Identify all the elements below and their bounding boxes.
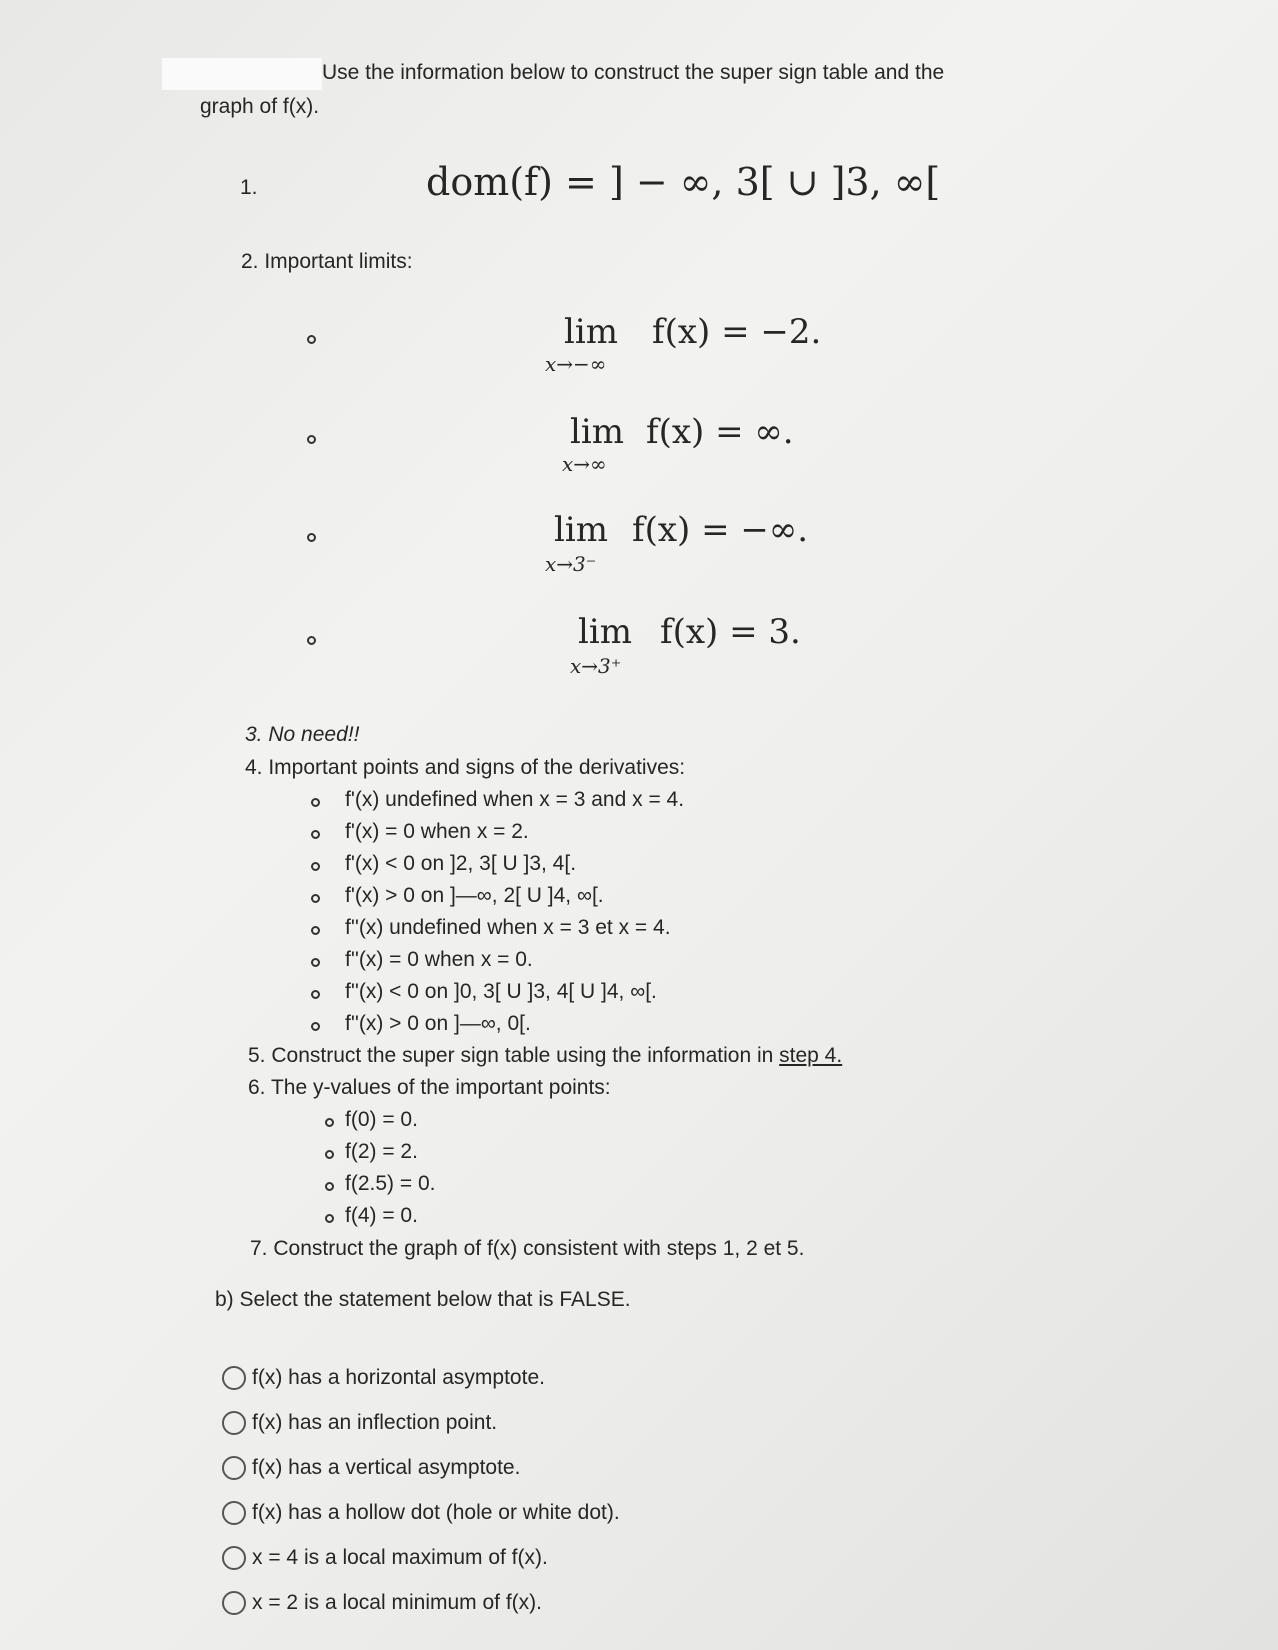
- intro-line-1: Use the information below to construct the super sign table and the: [322, 61, 945, 84]
- derivative-item: f'(x) > 0 on ]—∞, 2[ U ]4, ∞[.: [345, 884, 604, 907]
- redacted-area: [162, 58, 322, 90]
- option-4[interactable]: [222, 1501, 620, 1525]
- limit-2-sub: x→∞: [562, 452, 607, 476]
- option-label: f(x) has an inflection point.: [252, 1411, 498, 1434]
- option-label: x = 4 is a local maximum of f(x).: [252, 1546, 548, 1569]
- derivative-item: f'(x) undefined when x = 3 and x = 4.: [345, 788, 685, 811]
- option-1[interactable]: [222, 1366, 545, 1390]
- radio-icon[interactable]: [222, 1591, 246, 1615]
- y-value-item: f(2.5) = 0.: [345, 1172, 436, 1195]
- domain-formula: dom(f) = ] − ∞, 3[ ∪ ]3, ∞[: [426, 160, 941, 204]
- radio-icon[interactable]: [222, 1456, 246, 1480]
- limit-2-expr: f(x) = ∞.: [646, 412, 794, 452]
- step-5-label: 5. Construct the super sign table using the information in: [248, 1044, 774, 1067]
- derivative-item: f'(x) < 0 on ]2, 3[ U ]3, 4[.: [345, 852, 577, 875]
- bullet-icon: [311, 958, 320, 967]
- step-5-text: [248, 1044, 842, 1068]
- limit-1-word: lim: [564, 312, 618, 352]
- radio-icon[interactable]: [222, 1501, 246, 1525]
- derivative-item: f''(x) undefined when x = 3 et x = 4.: [345, 916, 671, 939]
- limit-3-sub: x→3⁻: [545, 552, 597, 576]
- option-label: x = 2 is a local minimum of f(x).: [252, 1591, 542, 1614]
- limit-1-sub: x→−∞: [545, 352, 607, 376]
- step-4-heading: 4. Important points and signs of the derivatives:: [245, 756, 686, 779]
- step-1-number: 1.: [240, 176, 258, 199]
- option-label: f(x) has a vertical asymptote.: [252, 1456, 521, 1479]
- option-3[interactable]: [222, 1456, 520, 1480]
- radio-icon[interactable]: [222, 1411, 246, 1435]
- y-value-item: f(2) = 2.: [345, 1140, 418, 1163]
- bullet-icon: [325, 1182, 334, 1191]
- question-text: b) Select the statement below that is FALSE.: [215, 1288, 631, 1311]
- limit-1-expr: f(x) = −2.: [652, 312, 822, 352]
- limit-3-word: lim: [554, 510, 608, 550]
- bullet-icon: [311, 830, 320, 839]
- bullet-icon: [311, 990, 320, 999]
- derivative-item: f''(x) > 0 on ]—∞, 0[.: [345, 1012, 531, 1035]
- option-label: f(x) has a hollow dot (hole or white dot).: [252, 1501, 620, 1524]
- y-value-item: f(0) = 0.: [345, 1108, 418, 1131]
- bullet-icon: [311, 926, 320, 935]
- limit-4-expr: f(x) = 3.: [660, 612, 801, 652]
- bullet-icon: [311, 894, 320, 903]
- step-2-heading: 2. Important limits:: [241, 250, 413, 273]
- bullet-icon: [311, 798, 320, 807]
- y-value-item: f(4) = 0.: [345, 1204, 418, 1227]
- bullet-icon: [311, 862, 320, 871]
- step-4-link[interactable]: step 4.: [779, 1044, 843, 1067]
- option-2[interactable]: [222, 1411, 497, 1435]
- bullet-icon: [307, 435, 316, 444]
- bullet-icon: [325, 1150, 334, 1159]
- limit-4-word: lim: [578, 612, 632, 652]
- bullet-icon: [325, 1118, 334, 1127]
- limit-3-expr: f(x) = −∞.: [632, 510, 809, 550]
- bullet-icon: [307, 533, 316, 542]
- step-6-heading: 6. The y-values of the important points:: [248, 1076, 611, 1099]
- bullet-icon: [307, 636, 316, 645]
- bullet-icon: [325, 1214, 334, 1223]
- option-label: f(x) has a horizontal asymptote.: [252, 1366, 545, 1389]
- step-7-text: 7. Construct the graph of f(x) consistent with steps 1, 2 et 5.: [250, 1237, 805, 1260]
- radio-icon[interactable]: [222, 1366, 246, 1390]
- derivative-item: f'(x) = 0 when x = 2.: [345, 820, 529, 843]
- option-5[interactable]: [222, 1546, 548, 1570]
- option-6[interactable]: [222, 1591, 542, 1615]
- derivative-item: f''(x) < 0 on ]0, 3[ U ]3, 4[ U ]4, ∞[.: [345, 980, 657, 1003]
- bullet-icon: [307, 335, 316, 344]
- step-3-text: 3. No need!!: [245, 723, 360, 746]
- limit-4-sub: x→3⁺: [570, 654, 622, 678]
- derivative-item: f''(x) = 0 when x = 0.: [345, 948, 533, 971]
- bullet-icon: [311, 1022, 320, 1031]
- intro-line-2: graph of f(x).: [200, 95, 320, 118]
- radio-icon[interactable]: [222, 1546, 246, 1570]
- limit-2-word: lim: [570, 412, 624, 452]
